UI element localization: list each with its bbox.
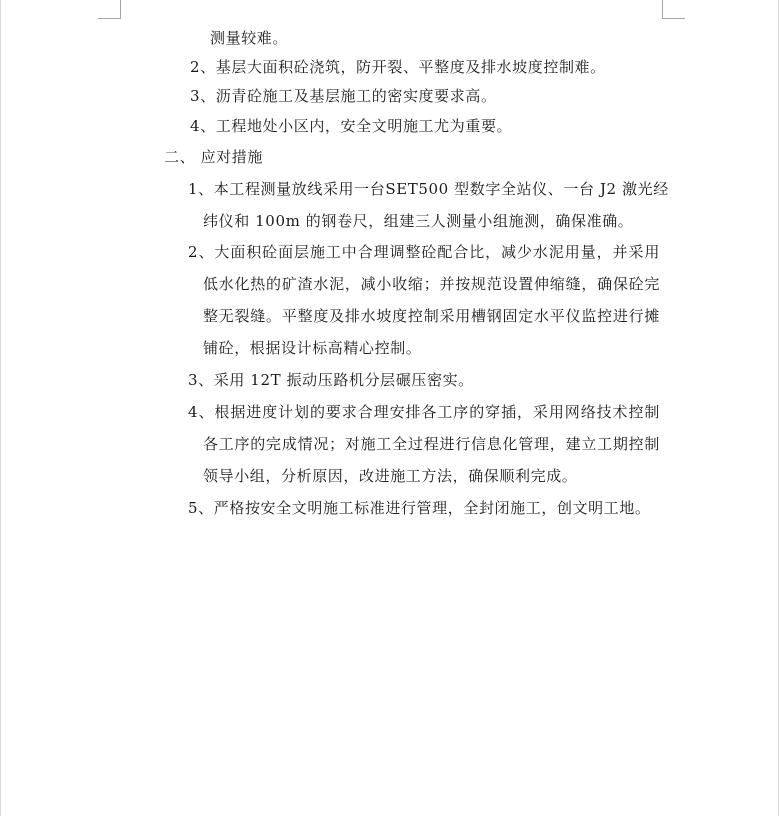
text-line: 各工序的完成情况；对施工全过程进行信息化管理，建立工期控制 — [203, 435, 660, 453]
margin-mark-top-left-horizontal — [98, 18, 121, 19]
list-item-difficulty-4: 4、工程地处小区内，安全文明施工尤为重要。 — [190, 117, 513, 135]
text-line: 领导小组，分析原因，改进施工方法，确保顺利完成。 — [203, 467, 578, 485]
margin-mark-top-right — [662, 0, 663, 18]
list-item-measure-4: 4、根据进度计划的要求合理安排各工序的穿插，采用网络技术控制 — [188, 403, 660, 421]
text-line: 铺砼，根据设计标高精心控制。 — [203, 339, 422, 357]
text-line: 低水化热的矿渣水泥，减小收缩；并按规范设置伸缩缝，确保砼完 — [203, 275, 660, 293]
margin-mark-top-right-horizontal — [662, 18, 685, 19]
text-line: 纬仪和 100m 的钢卷尺，组建三人测量小组施测，确保准确。 — [203, 212, 634, 230]
text-line: 整无裂缝。平整度及排水坡度控制采用槽钢固定水平仪监控进行摊 — [203, 307, 660, 325]
section-heading: 二、 应对措施 — [164, 148, 263, 166]
list-item-difficulty-2: 2、基层大面积砼浇筑，防开裂、平整度及排水坡度控制难。 — [190, 58, 606, 76]
list-item-measure-1: 1、本工程测量放线采用一台SET500 型数字全站仪、一台 J2 激光经 — [188, 180, 669, 198]
list-item-difficulty-3: 3、沥青砼施工及基层施工的密实度要求高。 — [190, 87, 497, 105]
margin-mark-top-left — [120, 0, 121, 18]
list-item-measure-3: 3、采用 12T 振动压路机分层碾压密实。 — [188, 371, 474, 389]
text-line: 测量较难。 — [210, 29, 289, 47]
list-item-measure-2: 2、大面积砼面层施工中合理调整砼配合比，减少水泥用量，并采用 — [188, 243, 660, 261]
page-left-edge — [0, 0, 1, 816]
list-item-measure-5: 5、严格按安全文明施工标准进行管理，全封闭施工，创文明工地。 — [188, 499, 651, 517]
